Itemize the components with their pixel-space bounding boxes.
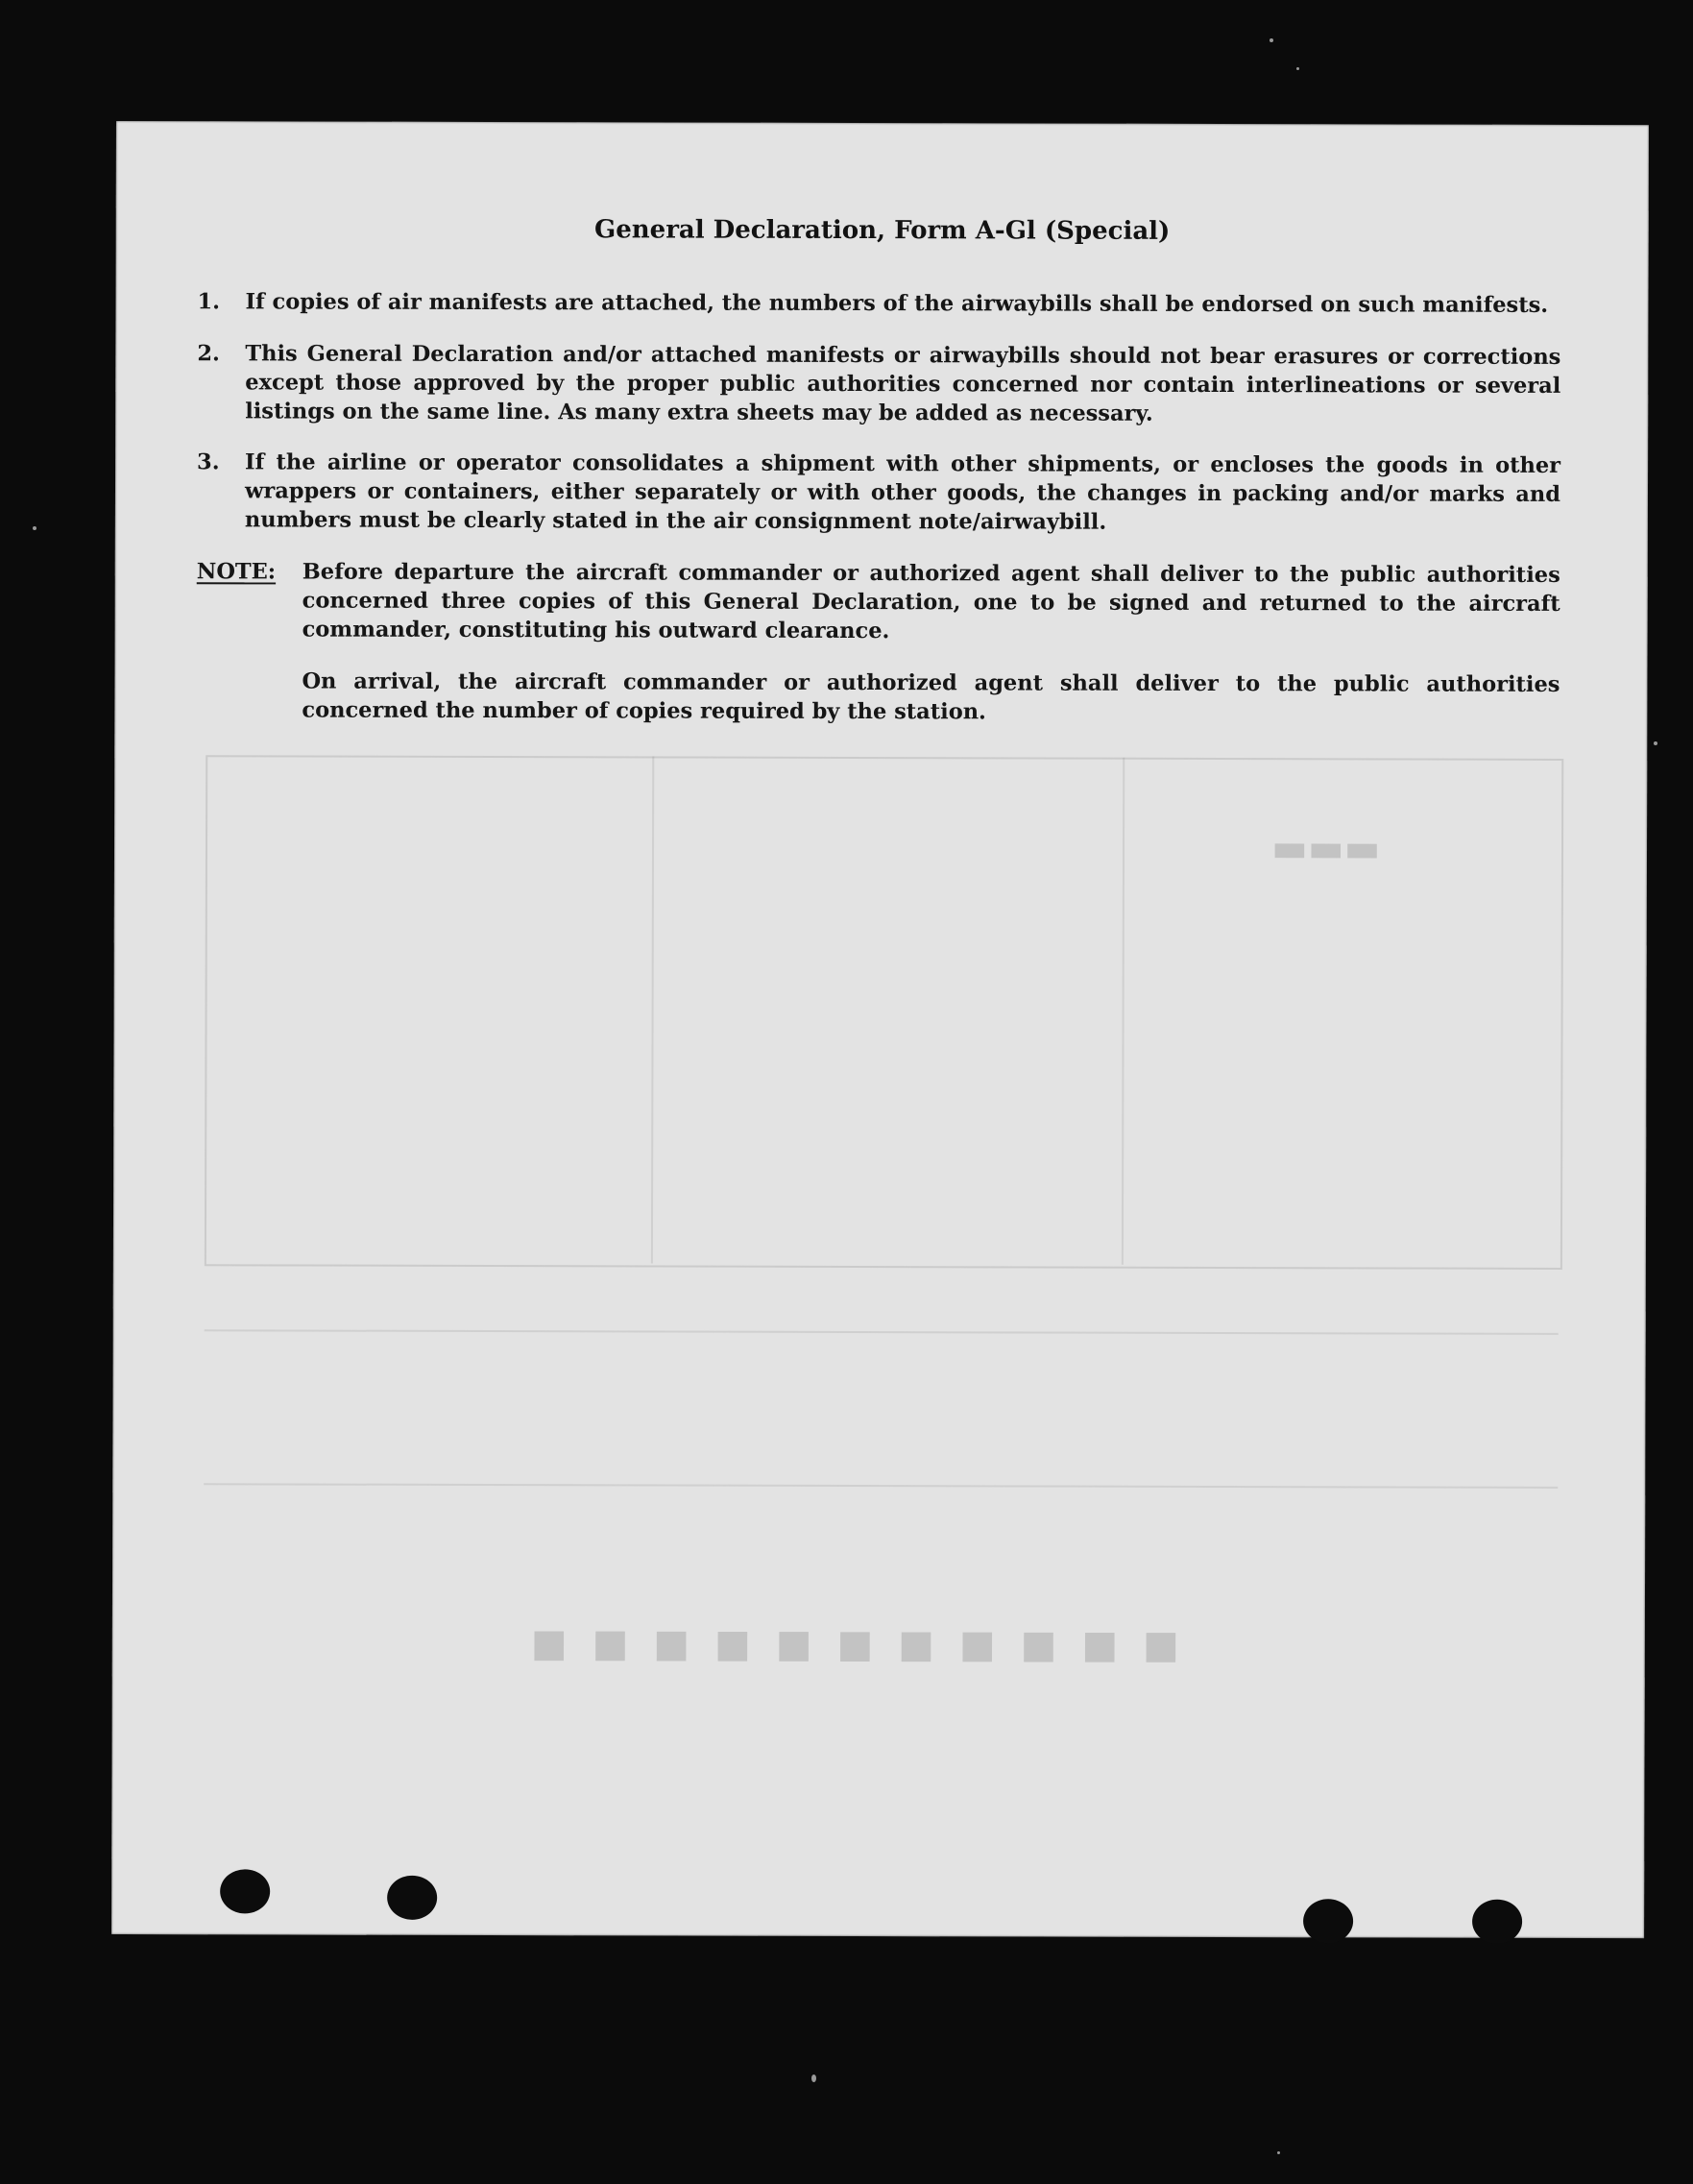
item-number: 3. [197,449,220,475]
note-text: On arrival, the aircraft commander or authorized agent shall deliver to the public authorities concerned the number of copies required by the station. [302,668,1560,725]
scan-speck [1296,67,1299,70]
punch-hole [1303,1899,1353,1943]
item-text: If copies of air manifests are attached, the numbers of the airwaybills shall be endorsed on such manifests. [245,289,1549,318]
note-paragraph-2 [302,667,1560,728]
note-text: Before departure the aircraft commander or authorized agent shall deliver to the public authorities concerned three copies of this General Declaration, one to be signed and returned to the aircraft commander, constituting his outward clearance. [302,559,1560,644]
item-number: 1. [197,289,221,315]
instruction-item-1 [197,287,1560,320]
document-page [111,121,1649,1938]
scan-speck [811,2075,816,2082]
punch-hole [220,1869,270,1913]
item-text: If the airline or operator consolidates a shipment with other shipments, or encloses the goods in other wrappers or containers, either separately or with other goods, the changes in packing and/or marks and numbers must be clearly stated in the air consignment note/airwaybill. [244,449,1561,535]
document-title: General Declaration, Form A-Gl (Special) [593,215,1171,246]
item-text: This General Declaration and/or attached manifests or airwaybills should not bear erasures or corrections except those approved by the proper public authorities concerned nor contain interlineations or several listings on the same line. As many extra sheets may be added as necessary. [245,341,1561,426]
scan-speck [33,526,36,530]
scan-speck [1270,38,1273,42]
instruction-item-3 [197,448,1560,538]
scan-speck [1654,741,1657,745]
note-paragraph-1 [197,557,1560,647]
bleed-through-number: ▬▬▬ [1270,825,1381,871]
bleed-through-heading: ■ ■ ■ ■ ■ ■ ■ ■ ■ ■ ■ [524,1620,1179,1667]
instruction-item-2 [197,339,1560,429]
scan-speck [1277,2151,1280,2154]
item-number: 2. [197,341,220,367]
punch-hole [387,1876,437,1920]
note-label: NOTE: [196,559,277,585]
punch-hole [1472,1900,1522,1944]
document-body [111,121,1649,1938]
